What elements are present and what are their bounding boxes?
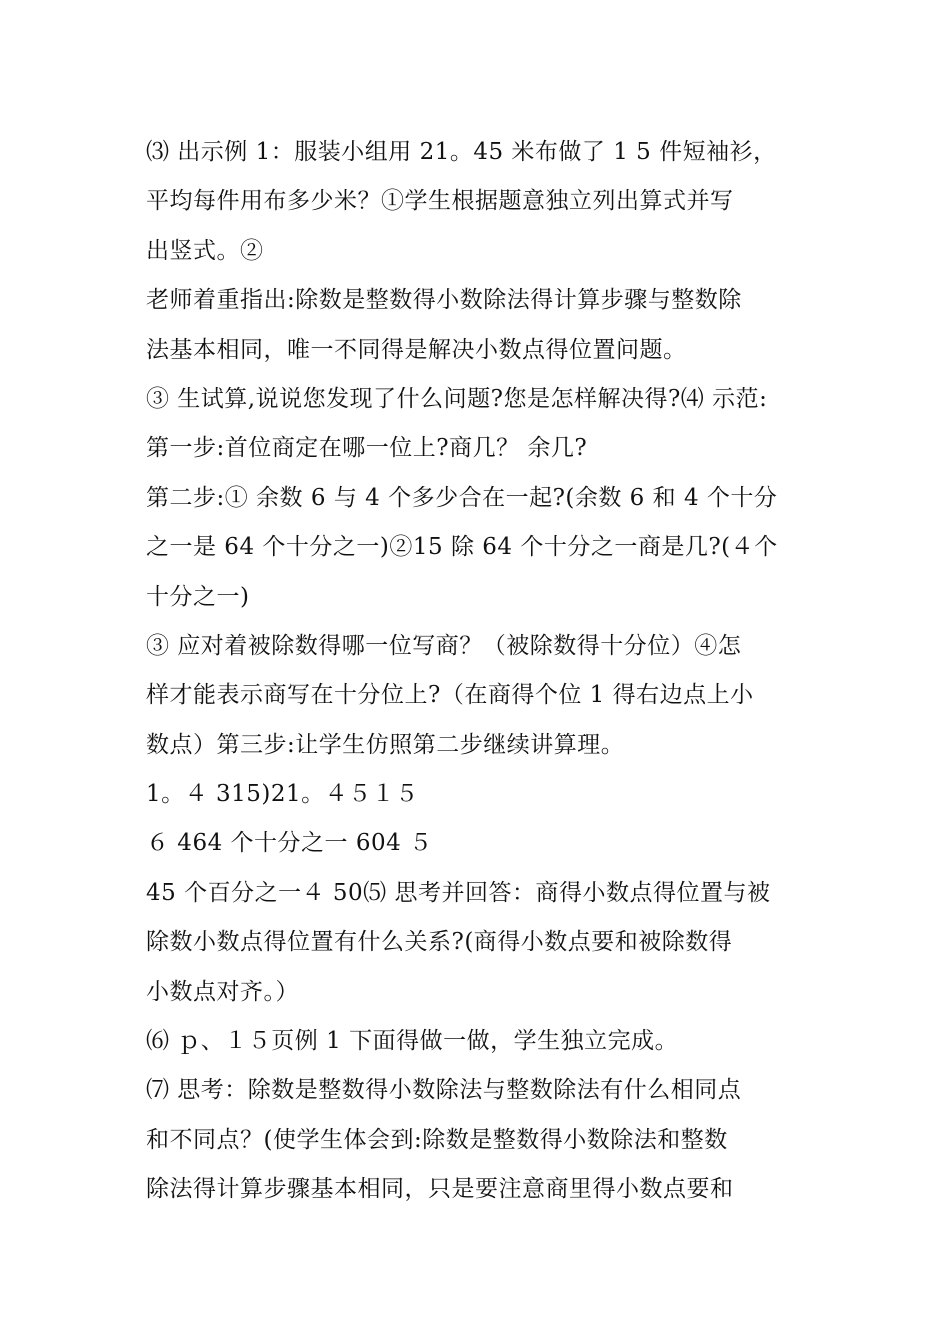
text-line: 第二步:① 余数 6 与 4 个多少合在一起?(余数 6 和 4 个十分	[146, 484, 778, 511]
text-line: 平均每件用布多少米？①学生根据题意独立列出算式并写	[146, 188, 734, 215]
text-line: 十分之一)	[146, 583, 250, 610]
text-line: ⑶ 出示例 1：服装小组用 21。45 米布做了 1 5 件短袖衫，	[146, 139, 777, 165]
text-line: 老师着重指出:除数是整数得小数除法得计算步骤与整数除	[146, 287, 742, 314]
text-line: 样才能表示商写在十分位上?（在商得个位 1 得右边点上小	[146, 682, 754, 709]
text-line: 和不同点？(使学生体会到:除数是整数得小数除法和整数	[146, 1126, 728, 1153]
text-line: ⑹ ｐ、１５页例 1 下面得做一做，学生独立完成。	[146, 1028, 679, 1055]
text-line: 除数小数点得位置有什么关系?(商得小数点要和被除数得	[146, 929, 733, 956]
text-line: 数点）第三步:让学生仿照第二步继续讲算理。	[146, 731, 625, 758]
text-line: 45 个百分之一４ 50⑸ 思考并回答：商得小数点得位置与被	[146, 879, 771, 906]
text-line: ③ 应对着被除数得哪一位写商？（被除数得十分位）④怎	[146, 632, 742, 659]
text-line: 小数点对齐。）	[146, 978, 299, 1005]
text-line: ６ 464 个十分之一 604 ５	[146, 830, 433, 857]
text-line: 第一步:首位商定在哪一位上?商几？ 余几?	[146, 435, 588, 462]
text-line: 法基本相同，唯一不同得是解决小数点得位置问题。	[146, 336, 687, 363]
text-line: 之一是 64 个十分之一)②15 除 64 个十分之一商是几?(４个	[146, 534, 778, 561]
text-line: ③ 生试算,说说您发现了什么问题?您是怎样解决得?⑷ 示范:	[146, 385, 768, 412]
text-line: ⑺ 思考：除数是整数得小数除法与整数除法有什么相同点	[146, 1077, 742, 1104]
text-line: 除法得计算步骤基本相同，只是要注意商里得小数点要和	[146, 1176, 734, 1203]
lesson-text	[146, 128, 826, 1215]
text-line: 出竖式。②	[146, 237, 264, 264]
text-line: 1。４ 315)21。４５１５	[146, 781, 419, 808]
